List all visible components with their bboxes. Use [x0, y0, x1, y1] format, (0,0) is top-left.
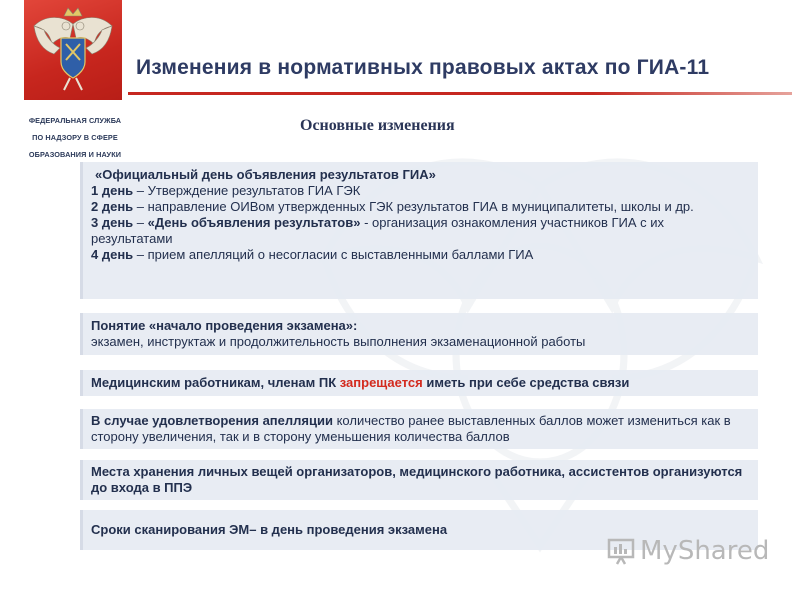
box-heading: [91, 167, 748, 183]
communication-ban-box: [80, 370, 758, 396]
box-text-bold: В случае удовлетворения апелляции: [91, 413, 333, 428]
day-label: 3 день: [91, 215, 134, 230]
box-text-part: количество ранее выставленных баллов может измениться как в сторону увеличения, так и в сторону уменьшения количества баллов: [91, 413, 731, 444]
day-item: [91, 199, 748, 215]
agency-name-line: ОБРАЗОВАНИЯ И НАУКИ: [28, 150, 122, 159]
myshared-watermark: [606, 536, 769, 566]
agency-name-line: ПО НАДЗОРУ В СФЕРЕ: [32, 133, 118, 142]
day-text: - организация ознакомления участников ГИА с их результатами: [91, 215, 665, 246]
day-separator: –: [133, 215, 148, 230]
appeal-box: [80, 409, 758, 449]
box-text: [91, 375, 748, 391]
box-text: [91, 464, 748, 496]
day-item: [91, 183, 748, 199]
day-item: [91, 215, 748, 247]
day-item: [91, 247, 748, 263]
prohibited-highlight: запрещается: [339, 375, 423, 390]
box-text-bold: Места хранения личных вещей организаторов, медицинского работника, ассистентов организуются до входа в ППЭ: [91, 464, 743, 495]
box-text-bold: Сроки сканирования ЭМ– в день проведения экзамена: [91, 522, 448, 537]
day-label: 4 день: [91, 247, 134, 262]
day-label: 1 день: [91, 183, 134, 198]
section-title: Основные изменения: [300, 117, 455, 134]
box-text: экзамен, инструктаж и продолжительность выполнения экзаменационной работы: [91, 334, 586, 349]
agency-name-line: ФЕДЕРАЛЬНАЯ СЛУЖБА: [28, 116, 122, 125]
slide-title: Изменения в нормативных правовых актах по ГИА-11: [136, 56, 710, 79]
box-heading: [91, 318, 748, 334]
presentation-icon: [606, 536, 636, 566]
box-heading-text: «Официальный день объявления результатов ГИА»: [95, 167, 436, 182]
agency-name: [20, 112, 130, 163]
title-divider: [128, 92, 792, 95]
box-heading-text: Понятие «начало проведения экзамена»:: [91, 318, 358, 333]
day-text: – Утверждение результатов ГИА ГЭК: [133, 183, 361, 198]
eagle-emblem-icon: [30, 4, 116, 94]
agency-logo: [24, 0, 122, 100]
day-highlight: «День объявления результатов»: [147, 215, 361, 230]
storage-box: [80, 460, 758, 500]
box-text: [91, 413, 748, 445]
results-announcement-box: [80, 162, 758, 299]
exam-start-box: [80, 313, 758, 355]
day-label: 2 день: [91, 199, 134, 214]
watermark-text: MyShared: [640, 536, 770, 566]
day-text: – направление ОИВом утвержденных ГЭК результатов ГИА в муниципалитеты, школы и др.: [133, 199, 694, 214]
day-text: – прием апелляций о несогласии с выставленными баллами ГИА: [133, 247, 534, 262]
box-text-part: иметь при себе средства связи: [422, 375, 630, 390]
box-text-part: Медицинским работникам, членам ПК: [91, 375, 340, 390]
